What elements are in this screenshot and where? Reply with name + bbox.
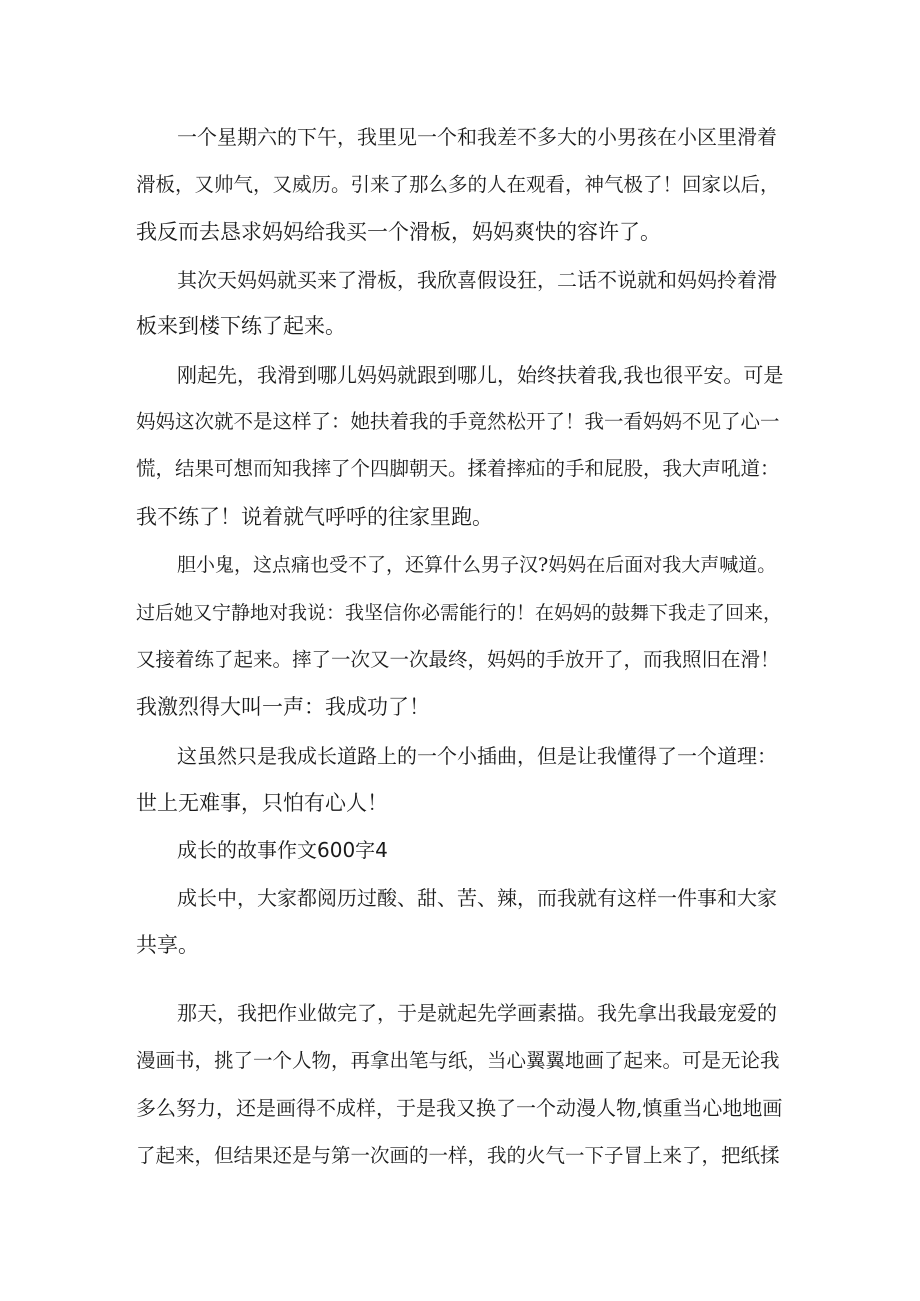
text-line: 漫画书，挑了一个人物，再拿出笔与纸，当心翼翼地画了起来。可是无论我 — [136, 1049, 780, 1072]
text-line: 了起来，但结果还是与第一次画的一样，我的火气一下子冒上来了，把纸揉 — [136, 1144, 780, 1167]
text-line: 板来到楼下练了起来。 — [136, 314, 346, 338]
text-line: 刚起先，我滑到哪儿妈妈就跟到哪儿，始终扶着我,我也很平安。可是 — [177, 363, 784, 387]
text-line: 我反而去恳求妈妈给我买一个滑板，妈妈爽快的容许了。 — [136, 220, 661, 244]
text-line: 又接着练了起来。摔了一次又一次最终，妈妈的手放开了，而我照旧在滑！ — [136, 648, 780, 671]
text-line: 共享。 — [136, 933, 199, 957]
text-line: 这虽然只是我成长道路上的一个小插曲，但是让我懂得了一个道理： — [177, 744, 777, 768]
text-line: 那天，我把作业做完了，于是就起先学画素描。我先拿出我最宠爱的 — [177, 1001, 777, 1025]
text-line: 妈妈这次就不是这样了：她扶着我的手竟然松开了！我一看妈妈不见了心一 — [136, 410, 780, 433]
text-line: 滑板，又帅气，又威历。引来了那么多的人在观看，神气极了！回家以后， — [136, 173, 780, 196]
text-line: 我不练了！说着就气呼呼的往家里跑。 — [136, 505, 493, 529]
text-line: 成长中，大家都阅历过酸、甜、苦、辣，而我就有这样一件事和大家 — [177, 886, 777, 910]
text-line: 我激烈得大叫一声：我成功了！ — [136, 695, 430, 719]
text-line: 过后她又宁静地对我说：我坚信你必需能行的！在妈妈的鼓舞下我走了回来， — [136, 602, 783, 624]
text-line: 多么努力，还是画得不成样，于是我又换了一个动漫人物,慎重当心地地画 — [136, 1096, 783, 1120]
text-line: 世上无难事，只怕有心人！ — [136, 791, 388, 815]
text-line: 慌，结果可想而知我摔了个四脚朝天。揉着摔疝的手和屁股，我大声吼道： — [136, 457, 780, 480]
section-heading: 成长的故事作文600字4 — [177, 838, 388, 862]
text-line: 一个星期六的下午，我里见一个和我差不多大的小男孩在小区里滑着 — [177, 125, 777, 149]
text-line: 其次天妈妈就买来了滑板，我欣喜假设狂，二话不说就和妈妈拎着滑 — [177, 268, 777, 292]
text-line: 胆小鬼，这点痛也受不了，还算什么男子汉?妈妈在后面对我大声喊道。 — [177, 554, 777, 576]
